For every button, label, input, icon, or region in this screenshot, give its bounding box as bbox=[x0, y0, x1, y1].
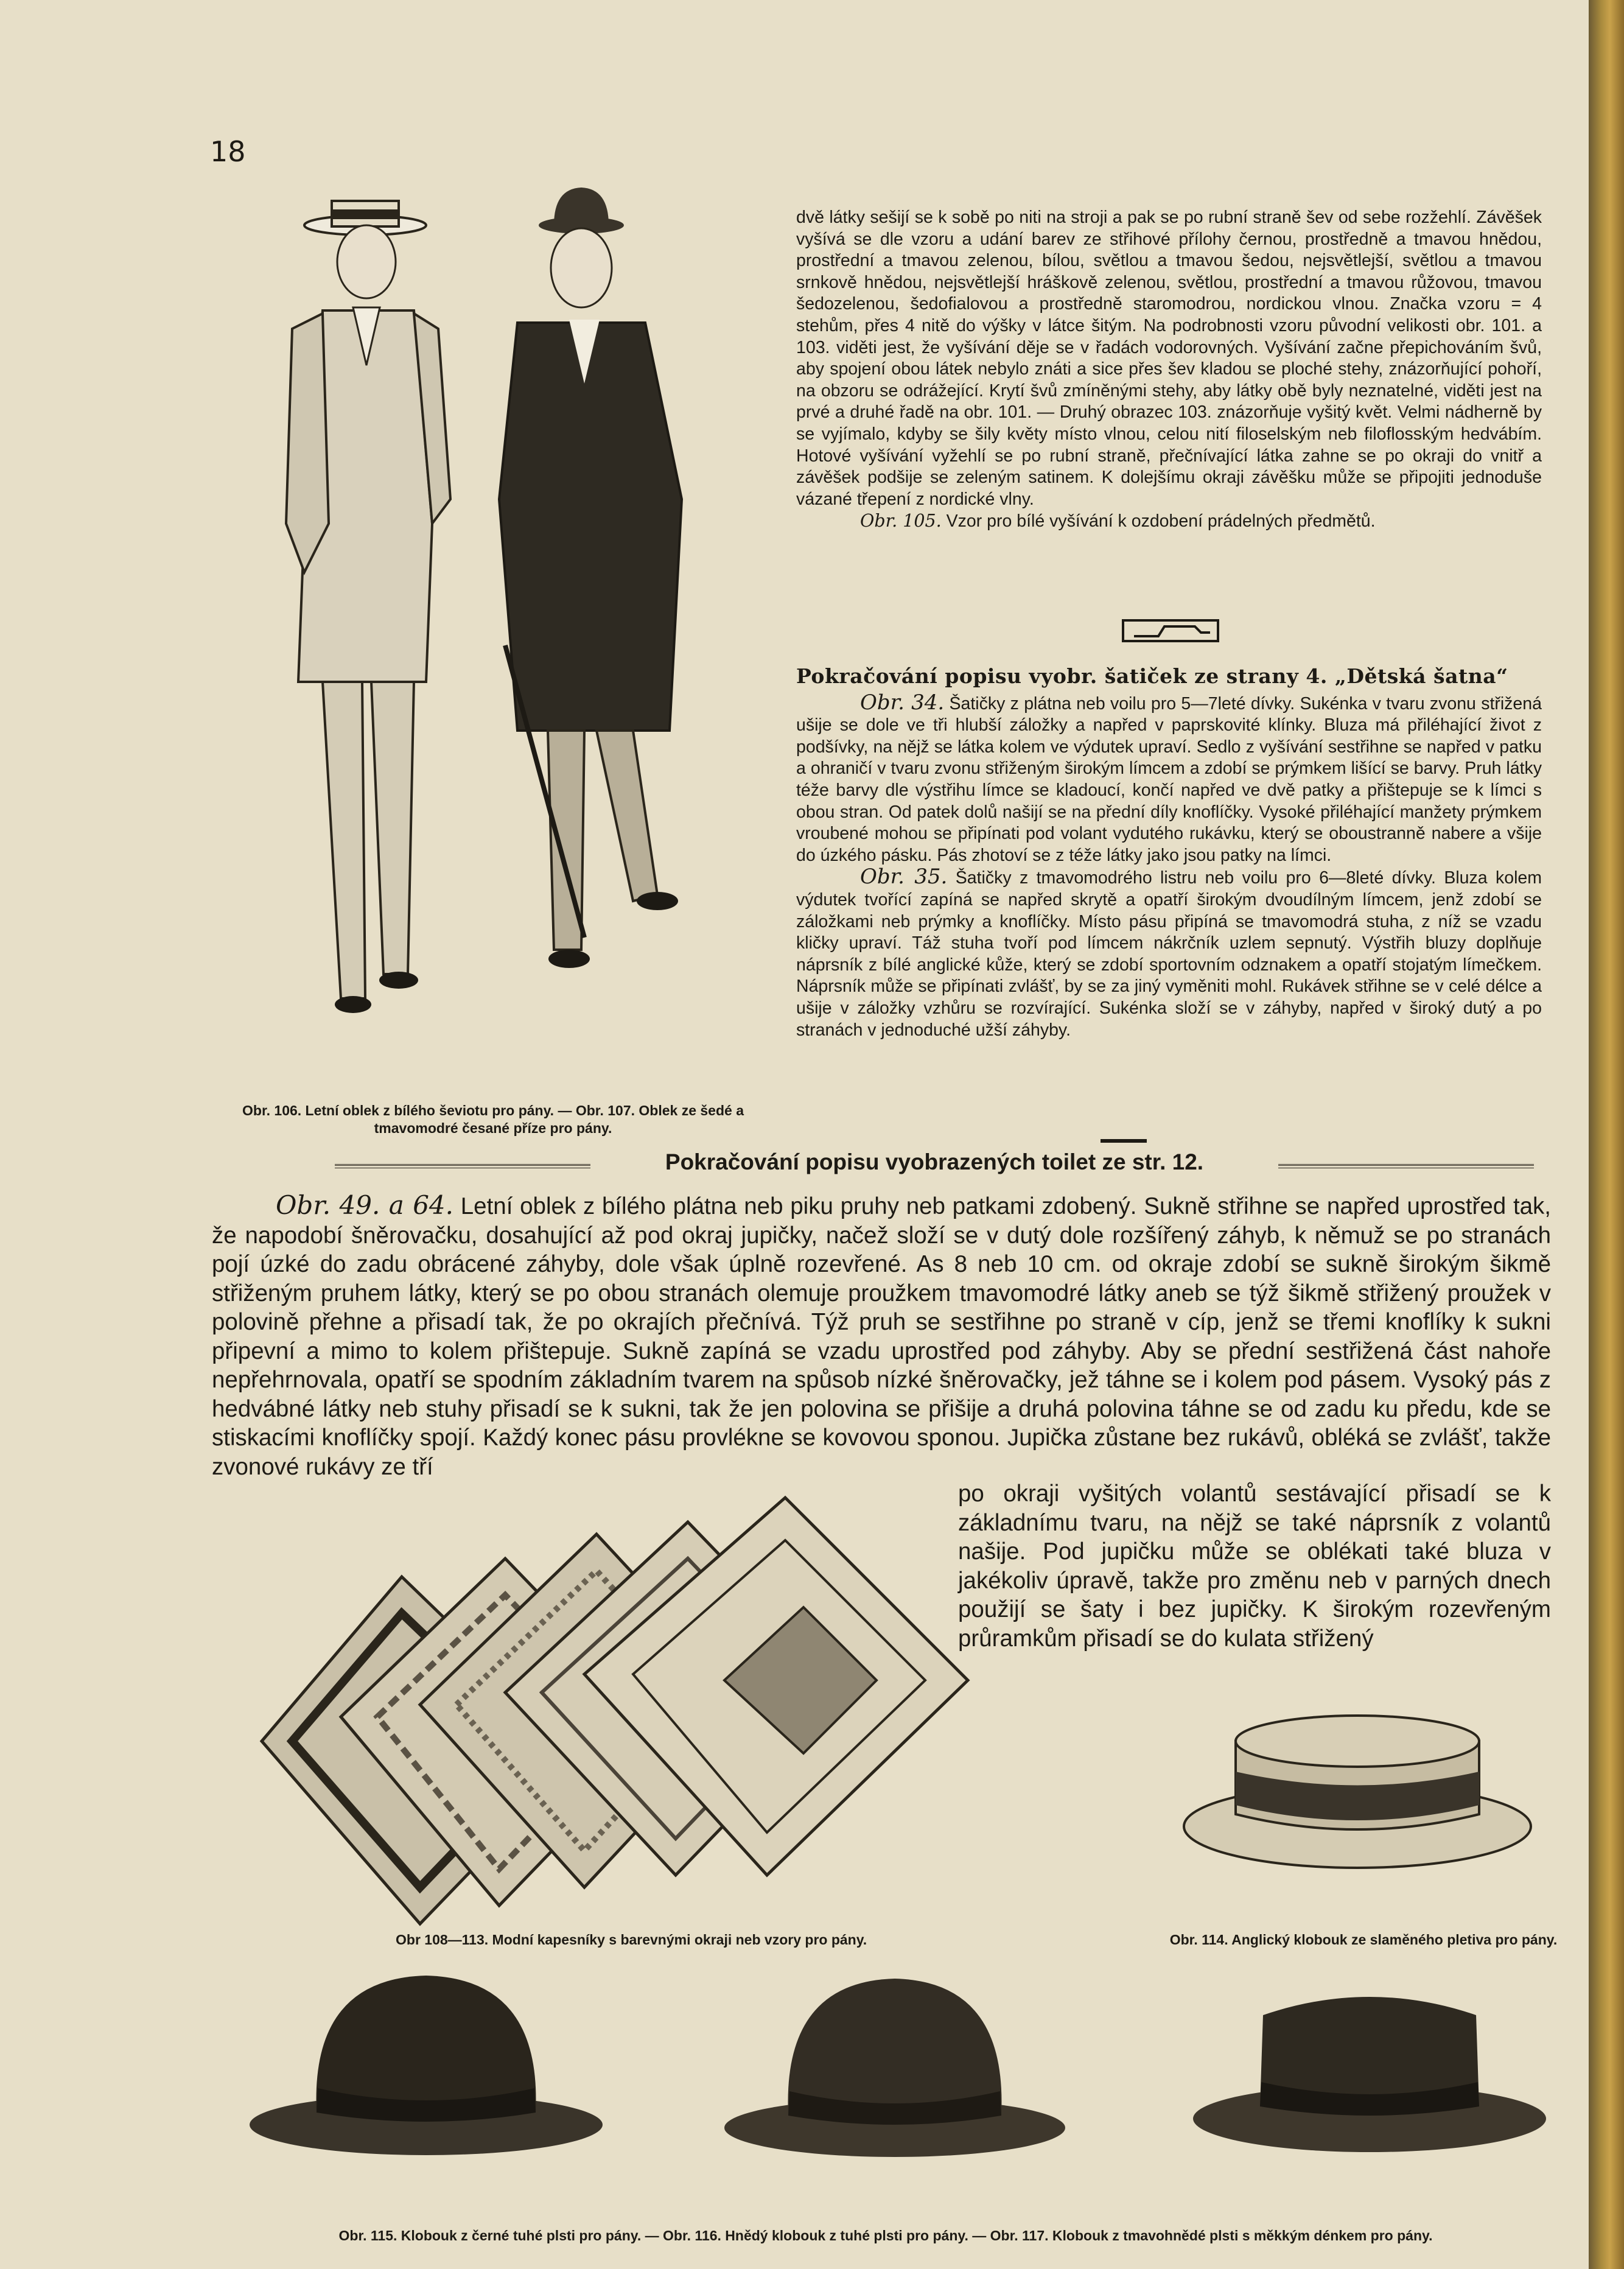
page-number: 18 bbox=[210, 135, 246, 168]
soft-felt-hat-illustration bbox=[1187, 1966, 1552, 2167]
childrens-clothing-section bbox=[796, 665, 1542, 1041]
fig34-text: Šatičky z plátna neb voilu pro 5—7leté dívky. Sukénka v tvaru zvonu střižená ušije se dole ve tři hlubší záložky a napřed v paprskovité klínky. Bluza má přiléhající život z podšívky, na nějž se látka kolem ve výdutek upraví. Sedlo z vyšívání sestřihne se napřed v patku a ohraničí v tvaru zvonu střiženým širokým límcem a zdobí se prýmkem lišící se barvy. Pruh látky téže barvy dle výstřihu límce se kladoucí, končí napřed ve dvě patky a přištepuje se k límci s obou stran. Od patek dolů našijí se na přední díly knoflíčky. Vysoké přiléhající manžety prýmkem vroubené mohou se připínati pod volant vydutého rukávku, který se oboustranně nabere a všije do úzkého pásku. Pás zhotoví se z téže látky jako jsou patky na límci. bbox=[796, 693, 1542, 865]
heading-rule-right bbox=[1278, 1164, 1534, 1168]
right-column bbox=[796, 207, 1542, 533]
suits-illustration bbox=[231, 183, 755, 1071]
gilt-page-edge bbox=[1589, 0, 1624, 2269]
wide-body-text: Letní oblek z bílého plátna neb piku pruhy neb patkami zdobený. Sukně střihne se napřed uprostřed tak, že napodobí šněrovačku, dosahující až pod okraj jupičky, načež složí se v dutý dole rozšířený záhyb, k němuž se po stranách pojí úzké do zadu obrácené záhyby, dole však úplně rozevřené. As 8 neb 10 cm. od okraje zdobí se sukně širokým šikmě střiženým pruhem látky, který se po obou stranách olemuje proužkem tmavomodré látky aneb se týž šikmě střižený proužek v polovině přehne a přisadí tak, že po okrajích přečnívá. Týž pruh se sestřihne po straně v cíp, jenž se třemi knoflíky k sukni připevní a mimo to kolem přištepuje. Sukně zapíná se vzadu uprostřed pod záhyby. Aby se přední sestřižená část nahoře nepřehrnovala, opatří se spodním základním tvarem na spůsob nízké šněrovačky, jež táhne se i kolem pod pásem. Vysoký pás z hedvábné látky neb stuhy přisadí se k sukni, tak že jen polovina se přišije a druhá polovina táhne se od zadu ku předu, kde se stiskacími knoflíčky spojí. Každý konec pásu provlékne se kovovou sponou. Jupička zůstane bez rukávů, obléká se zvlášť, takže zvonové rukávy ze tří bbox=[212, 1193, 1552, 1480]
fig35-text: Šatičky z tmavomodrého listru neb voilu pro 6—8leté dívky. Bluza kolem výdutek tvořící zapíná se napřed skrytě a opatří širokým dvoudílným límcem, jenž zdobí se záložkami neb prýmky a knoflíčky. Místo pásu připíná se tmavomodrá stuha, z níž se vzadu kličky upraví. Táž stuha tvoří pod límcem nákrčník uzlem sepnutý. Výstřih bluzy doplňuje náprsník z bílé anglické kůže, který se zdobí sportovním odznakem a opatří stojatým límečkem. Náprsník může se připínati zvlášť, by se za jiný vyměniti mohl. Rukávek střihne se v celé délce a ušije v záložky vzhůru se rozvírající. Sukénka složí se v záhyby, napřed v široký dutý a po stranách v jednoduché užší záhyby. bbox=[796, 868, 1542, 1040]
black-hat-illustration bbox=[243, 1966, 609, 2167]
section-title-childrens: Pokračování popisu vyobr. šatiček ze strany 4. „Dětská šatna“ bbox=[796, 664, 1508, 688]
fig105-ref: Obr. 105. bbox=[860, 511, 942, 531]
fig34-paragraph bbox=[796, 692, 1542, 867]
wide-section-title: Pokračování popisu vyobrazených toilet ze str. 12. bbox=[665, 1149, 1204, 1174]
brown-hat-illustration bbox=[718, 1966, 1071, 2167]
boater-hat-illustration bbox=[1175, 1699, 1540, 1881]
fig35-ref: Obr. 35. bbox=[860, 864, 948, 889]
wide-wrap-text: po okraji vyšitých volantů sestávající přisadí se k základnímu tvaru, na nějž se také náprsník z volantů našije. Pod jupičku může se oblékati také bluza v jakékoliv úpravě, takže pro změnu neb v parných dnech použijí se šaty i bez jupičky. K širokým rozevřeným průramkům přisadí se do kulata střižený bbox=[958, 1481, 1551, 1652]
fig34-ref: Obr. 34. bbox=[860, 690, 945, 715]
fig35-paragraph bbox=[796, 866, 1542, 1041]
caption-bottom-hats: Obr. 115. Klobouk z černé tuhé plsti pro pány. — Obr. 116. Hnědý klobouk z tuhé plsti pro pány. — Obr. 117. Klobouk z tmavohnědé plsti s měkkým dénkem pro pány. bbox=[338, 2228, 1433, 2243]
caption-handkerchiefs: Obr 108—113. Modní kapesníky s barevnými okraji neb vzory pro pány. bbox=[396, 1932, 867, 1948]
man-dark-suit bbox=[499, 188, 682, 968]
heading-rule-left bbox=[335, 1164, 590, 1168]
embroidery-paragraph: dvě látky sešijí se k sobě po niti na stroji a pak se po rubní straně šev od sebe rozžehlí. Závěšek vyšívá se dle vzoru a udání barev ze střihové přílohy černou, prostředně a tmavou hnědou, prostřední a tmavou zelenou, bílou, světlou a tmavou šedou, nejsvětlejší, světlou a tmavou srnkově hnědou, nejsvětlejší hráškově zelenou, světlou, prostřední a tmavou růžovou, tmavou šedozelenou, šedofialovou a prostředně staromodrou, nordickou vlnou. Značka vzoru = 4 stehům, přes 4 nitě do výšky v látce šitým. Na podrobnosti vzoru původní velikosti obr. 101. a 103. viděti jest, že vyšívání děje se v řadách vodorovných. Vyšívání začne přepichováním švů, aby spojení obou látek nebylo znáti a sice přes šev kladou se ploché stehy, znázorňující pohoří, na obzoru se odrážející. Krytí švů zmíněnými stehy, aby látky obě byly neznatelné, viděti jest na prvé a druhé řadě na obr. 101. — Druhý obrazec 103. znázorňuje vyšitý květ. Velmi nádherně by se vyjímalo, kdyby se šily květy místo vlnou, celou nití filoselským neb filoflosským hedvábím. Hotové vyšívání vyžehlí se po rubní straně, přečnívající látka zahne se po okraji do vnitř a závěšek podšije se zeleným satinem. K dolejšímu okraji závěšku může se připojiti jednoduše vázané třepení z nordické vlny. bbox=[796, 208, 1542, 509]
fig105-text: Vzor pro bílé vyšívání k ozdobení prádelných předmětů. bbox=[946, 511, 1376, 531]
man-white-suit bbox=[286, 201, 450, 1013]
wide-section-body bbox=[212, 1191, 1551, 1481]
fig105-paragraph bbox=[796, 510, 1542, 533]
wide-section-heading-row bbox=[335, 1149, 1534, 1180]
ornament bbox=[1122, 618, 1219, 644]
caption-suits: Obr. 106. Letní oblek z bílého ševiotu pro pány. — Obr. 107. Oblek ze šedé a tmavomodré česané příze pro pány. bbox=[242, 1103, 744, 1136]
short-rule bbox=[1101, 1139, 1147, 1143]
handkerchiefs-illustration bbox=[219, 1485, 1096, 1936]
wide-body-paragraph bbox=[212, 1191, 1551, 1481]
fig49-64-ref: Obr. 49. a 64. bbox=[276, 1190, 453, 1220]
caption-boater: Obr. 114. Anglický klobouk ze slaměného pletiva pro pány. bbox=[1169, 1932, 1558, 1948]
